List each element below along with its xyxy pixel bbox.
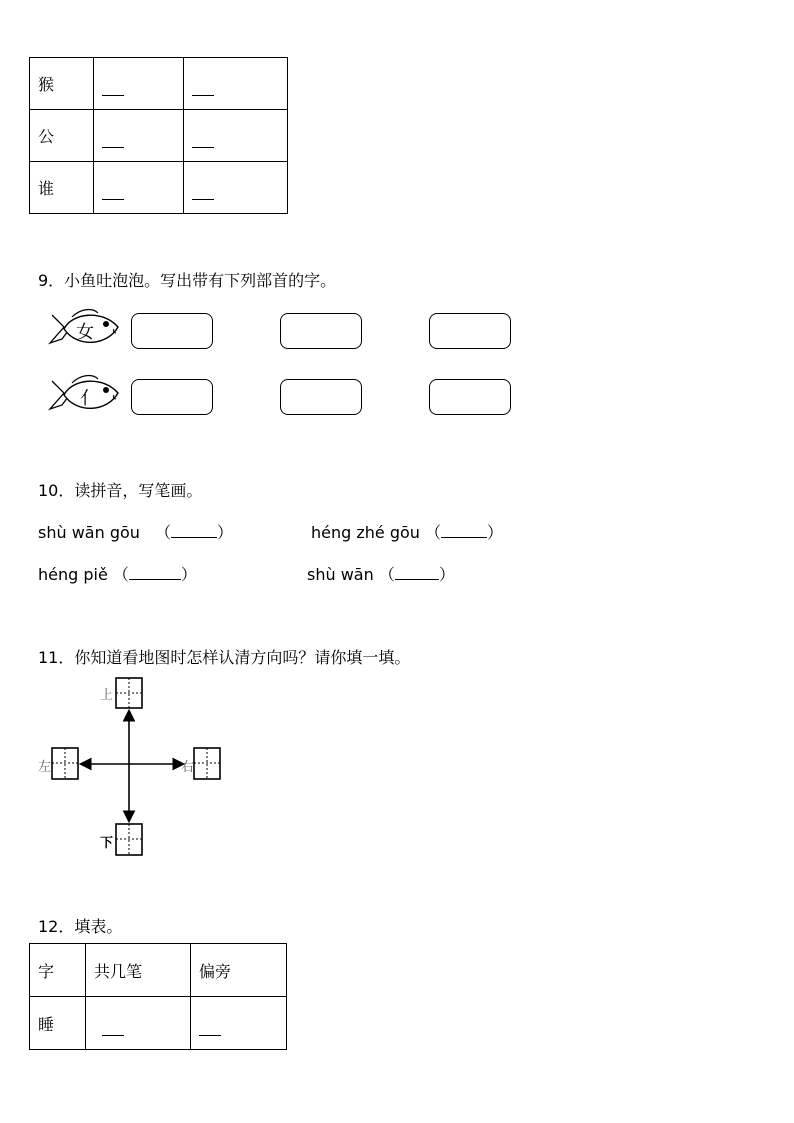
direction-diagram (36, 672, 236, 862)
pinyin-text: héng zhé gōu (311, 523, 420, 542)
answer-blank[interactable] (191, 997, 287, 1050)
fish-icon (42, 305, 122, 353)
label-left: 左 (38, 760, 52, 775)
open-paren: （ (112, 565, 129, 584)
fish-icon (42, 371, 122, 419)
char-table-1 (29, 57, 288, 214)
answer-blank[interactable] (129, 565, 181, 580)
close-paren: ） (217, 523, 234, 542)
question-9-title: 9．小鱼吐泡泡。写出带有下列部首的字。 (38, 271, 337, 290)
answer-bubble[interactable] (131, 379, 213, 415)
answer-bubble[interactable] (280, 379, 362, 415)
pinyin-item (311, 520, 503, 543)
answer-blank[interactable] (94, 162, 184, 214)
pinyin-item (38, 562, 197, 585)
pinyin-item (307, 562, 455, 585)
answer-blank[interactable] (441, 523, 487, 538)
answer-bubble[interactable] (429, 379, 511, 415)
pinyin-text: shù wān gōu (38, 523, 140, 542)
answer-blank[interactable] (94, 58, 184, 110)
close-paren: ） (438, 565, 455, 584)
answer-bubble[interactable] (280, 313, 362, 349)
answer-blank[interactable] (94, 110, 184, 162)
table-header: 共几笔 (86, 944, 191, 997)
table-cell-char: 谁 (30, 162, 94, 214)
pinyin-text: héng piě (38, 565, 108, 584)
label-right: 右 (181, 760, 195, 775)
table-cell-char: 猴 (30, 58, 94, 110)
answer-blank[interactable] (86, 997, 191, 1050)
fish-radical: 亻 (80, 388, 98, 409)
question-12-title: 12．填表。 (38, 917, 123, 936)
answer-bubble[interactable] (429, 313, 511, 349)
open-paren: （ (425, 523, 442, 542)
answer-bubble[interactable] (131, 313, 213, 349)
close-paren: ） (180, 565, 197, 584)
answer-blank[interactable] (184, 58, 288, 110)
open-paren: （ (378, 565, 395, 584)
pinyin-text: shù wān (307, 565, 374, 584)
table-cell-char: 睡 (30, 997, 86, 1050)
label-up: 上 (100, 688, 114, 703)
answer-blank[interactable] (395, 565, 439, 580)
answer-blank[interactable] (184, 162, 288, 214)
char-table-2 (29, 943, 287, 1050)
table-header: 偏旁 (191, 944, 287, 997)
close-paren: ） (487, 523, 504, 542)
pinyin-item (38, 520, 233, 543)
table-cell-char: 公 (30, 110, 94, 162)
answer-blank[interactable] (184, 110, 288, 162)
question-11-title: 11．你知道看地图时怎样认清方向吗？请你填一填。 (38, 648, 411, 667)
open-paren: （ (155, 523, 172, 542)
fish-radical: 女 (76, 322, 94, 343)
table-header: 字 (30, 944, 86, 997)
answer-blank[interactable] (171, 523, 217, 538)
label-down: 下 (100, 836, 114, 851)
question-10-title: 10．读拼音，写笔画。 (38, 481, 203, 500)
